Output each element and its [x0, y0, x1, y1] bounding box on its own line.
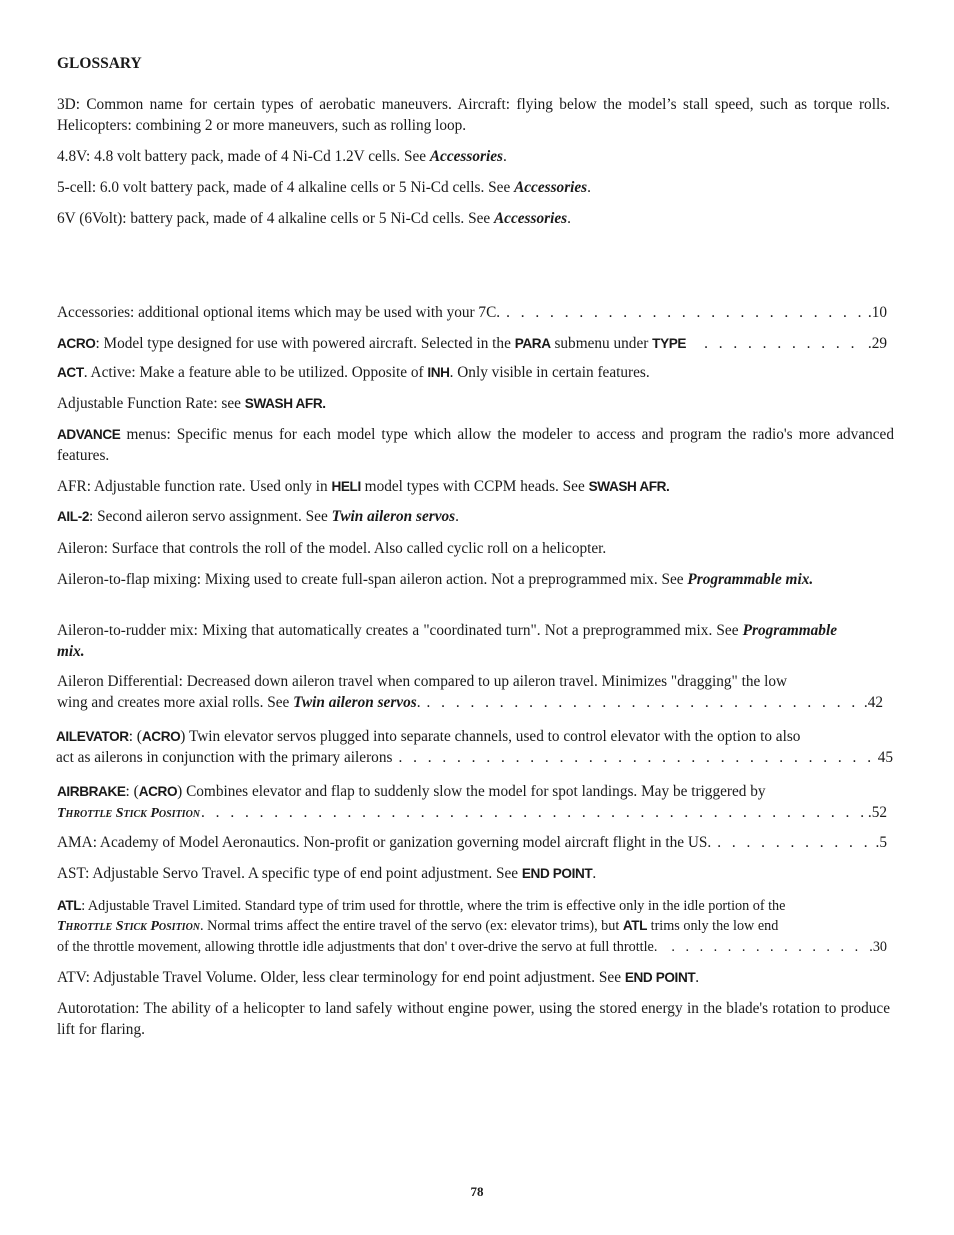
leader-dots	[704, 333, 866, 354]
entry-aileron: Aileron: Surface that controls the roll of the model. Also called cyclic roll on a helicopter.	[57, 540, 607, 557]
page-ref: .42	[863, 694, 883, 711]
leader-dots	[717, 832, 873, 853]
term-label: AIL-2	[57, 509, 89, 524]
term-label: AIRBRAKE	[57, 784, 126, 799]
page-ref: .10	[867, 304, 887, 321]
term-label: ATL	[57, 898, 82, 913]
entry-accessories: Accessories: additional optional items which may be used with your 7C. . . . .10	[57, 302, 887, 323]
entry-acro: ACRO: Model type designed for use with powered aircraft. Selected in the PARA submenu under TYPE . . . .29	[57, 333, 887, 354]
page-ref: 45	[877, 749, 893, 766]
page-number: 78	[470, 1184, 484, 1199]
entry-aileron-differential: Aileron Differential: Decreased down aileron travel when compared to up aileron travel. Minimizes "dragging" the low wing and creates more axial rolls. See Twin aileron servos. . . . .42	[57, 671, 883, 713]
entry-advance: ADVANCE menus: Specific menus for each model type which allow the modeler to access and program the radio's more advanced features.	[57, 426, 894, 464]
entry-ailevator: AILEVATOR: (ACRO) Twin elevator servos plugged into separate channels, used to control elevator with the option to also act as ailerons in conjunction with the primary ailerons . . . 45	[56, 726, 893, 768]
term-label: ADVANCE	[57, 427, 121, 442]
leader-dots	[201, 802, 866, 823]
leader-dots	[427, 692, 862, 713]
leader-dots	[398, 747, 875, 768]
entry-autorotation: Autorotation: The ability of a helicopter to land safely without engine power, using the stored energy in the blade's rotation to produce lift for flaring.	[57, 1000, 890, 1038]
entry-aileron-to-flap: Aileron-to-flap mixing: Mixing used to create full-span aileron action. Not a preprogrammed mix. See Programmable mix.	[57, 571, 814, 588]
term-label: ACRO	[57, 336, 96, 351]
page-heading: GLOSSARY	[57, 55, 142, 72]
entry-ast: AST: Adjustable Servo Travel. A specific type of end point adjustment. See END POINT.	[57, 865, 597, 882]
leader-dots	[671, 937, 867, 957]
page-ref: .29	[867, 335, 887, 352]
term-link: Accessories	[429, 148, 503, 165]
entry-adjustable-function-rate: Adjustable Function Rate: see SWASH AFR.	[57, 395, 326, 412]
entry-4-8v: 4.8V: 4.8 volt battery pack, made of 4 Ni-Cd 1.2V cells. See Accessories.	[57, 148, 507, 165]
term-link: Accessories	[493, 210, 568, 227]
page-ref: .30	[869, 939, 887, 955]
term-label: ACT	[57, 365, 84, 380]
entry-aileron-to-rudder: Aileron-to-rudder mix: Mixing that automatically creates a "coordinated turn". Not a preprogrammed mix. See Programmable mix.	[57, 622, 837, 660]
entry-act: ACT. Active: Make a feature able to be utilized. Opposite of INH. Only visible in certain features.	[57, 364, 650, 381]
entry-atl: ATL: Adjustable Travel Limited. Standard type of trim used for throttle, where the trim is effective only in the idle portion of the Throttle Stick Position. Normal trims affect the entire travel of the servo (ex: elevator trims), but ATL trims only the low end of the throttle movement, allowing throttle idle adjustments that don' t over-drive the servo at full throttle. . . . .30	[57, 896, 887, 957]
page-ref: .5	[875, 834, 887, 851]
entry-ail-2: AIL-2: Second aileron servo assignment. See Twin aileron servos.	[57, 508, 459, 525]
page-ref: .52	[867, 804, 887, 821]
entry-afr: AFR: Adjustable function rate. Used only in HELI model types with CCPM heads. See SWASH AFR.	[57, 478, 670, 495]
entry-6v: 6V (6Volt): battery pack, made of 4 alkaline cells or 5 Ni-Cd cells. See Accessories.	[57, 210, 571, 227]
entry-5-cell: 5-cell: 6.0 volt battery pack, made of 4 alkaline cells or 5 Ni-Cd cells. See Accessories.	[57, 179, 591, 196]
entry-3d: 3D: Common name for certain types of aerobatic maneuvers. Aircraft: flying below the model’s stall speed, such as torque rolls. Helicopters: combining 2 or more maneuvers, such as rolling loop.	[57, 96, 890, 134]
leader-dots	[506, 302, 866, 323]
entry-ama: AMA: Academy of Model Aeronautics. Non-profit or ganization governing model aircraft flight in the US. . . . .5	[57, 832, 887, 853]
entry-airbrake: AIRBRAKE: (ACRO) Combines elevator and flap to suddenly slow the model for spot landings. May be triggered by Throttle Stick Position . . . .52	[57, 781, 887, 824]
entry-atv: ATV: Adjustable Travel Volume. Older, less clear terminology for end point adjustment. See END POINT.	[57, 969, 700, 986]
term-link: Accessories	[514, 179, 588, 196]
term-label: AILEVATOR	[56, 729, 129, 744]
